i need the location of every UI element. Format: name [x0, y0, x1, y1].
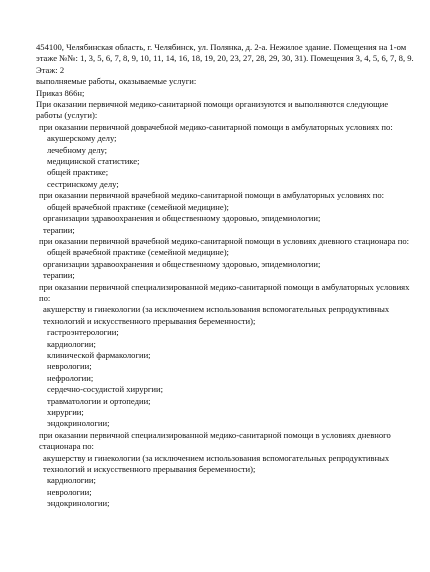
- list-item: кардиологии;: [47, 475, 96, 486]
- list-item: общей врачебной практике (семейной медицине);: [47, 247, 229, 258]
- section-title: при оказании первичной специализированной медико-санитарной помощи в амбулаторных условиях по:: [39, 281, 410, 303]
- list-item: организации здравоохранения и общественному здоровью, эпидемиологии;: [43, 258, 321, 269]
- order-reference: Приказ 866н;: [36, 87, 85, 98]
- list-item: терапии;: [43, 270, 75, 281]
- list-item: неврологии;: [47, 486, 92, 497]
- section-title: при оказании первичной доврачебной медико-санитарной помощи в амбулаторных условиях по:: [39, 121, 393, 132]
- list-item: акушерскому делу;: [47, 133, 117, 144]
- list-item: общей врачебной практике (семейной медицине);: [47, 201, 229, 212]
- list-item: общей практике;: [47, 167, 109, 178]
- list-item: неврологии;: [47, 361, 92, 372]
- list-item: терапии;: [43, 224, 75, 235]
- list-item: акушерству и гинекологии (за исключением использования вспомогательных репродуктивных технологий и искусственного прерывания беременности);: [43, 304, 390, 326]
- section-title: при оказании первичной врачебной медико-санитарной помощи в условиях дневного стационара по:: [39, 235, 410, 246]
- list-item: сердечно-сосудистой хирургии;: [47, 384, 164, 395]
- list-item: травматологии и ортопедии;: [47, 395, 151, 406]
- section-title: при оказании первичной специализированной медико-санитарной помощи в условиях дневного стационара по:: [39, 429, 391, 452]
- list-item: гастроэнтерологии;: [47, 327, 119, 338]
- list-item: лечебному делу;: [47, 144, 108, 155]
- list-item: эндокринологии;: [47, 418, 110, 429]
- list-item: акушерству и гинекологии (за исключением использования вспомогательных репродуктивных технологий и искусственного прерывания беременности);: [43, 452, 390, 475]
- list-item: эндокринологии;: [47, 498, 110, 509]
- list-item: организации здравоохранения и общественному здоровью, эпидемиологии;: [43, 213, 321, 224]
- list-item: кардиологии;: [47, 338, 96, 349]
- works-heading: выполняемые работы, оказываемые услуги:: [36, 76, 197, 87]
- list-item: нефрологии;: [47, 372, 94, 383]
- list-item: хирургии;: [47, 407, 84, 417]
- list-item: клинической фармакологии;: [47, 349, 151, 360]
- section-title: при оказании первичной врачебной медико-санитарной помощи в амбулаторных условиях по:: [39, 190, 385, 201]
- list-item: сестринскому делу;: [47, 178, 119, 189]
- address-text: 454100, Челябинская область, г. Челябинск, ул. Полянка, д. 2-а. Нежилое здание. Помещения на 1-ом этаже №№: 1, 3, 5, 6, 7, 8, 9, 10, 11, 14, 16, 18, 19, 20, 23, 27, 28, 29, 30, 31). Помещения 3, 4, 5, 6, 7, 8, 9. Этаж: 2: [36, 42, 414, 75]
- list-item: медицинской статистике;: [47, 156, 140, 167]
- intro-text: При оказании первичной медико-санитарной помощи организуются и выполняются следующие работы (услуги):: [36, 99, 389, 121]
